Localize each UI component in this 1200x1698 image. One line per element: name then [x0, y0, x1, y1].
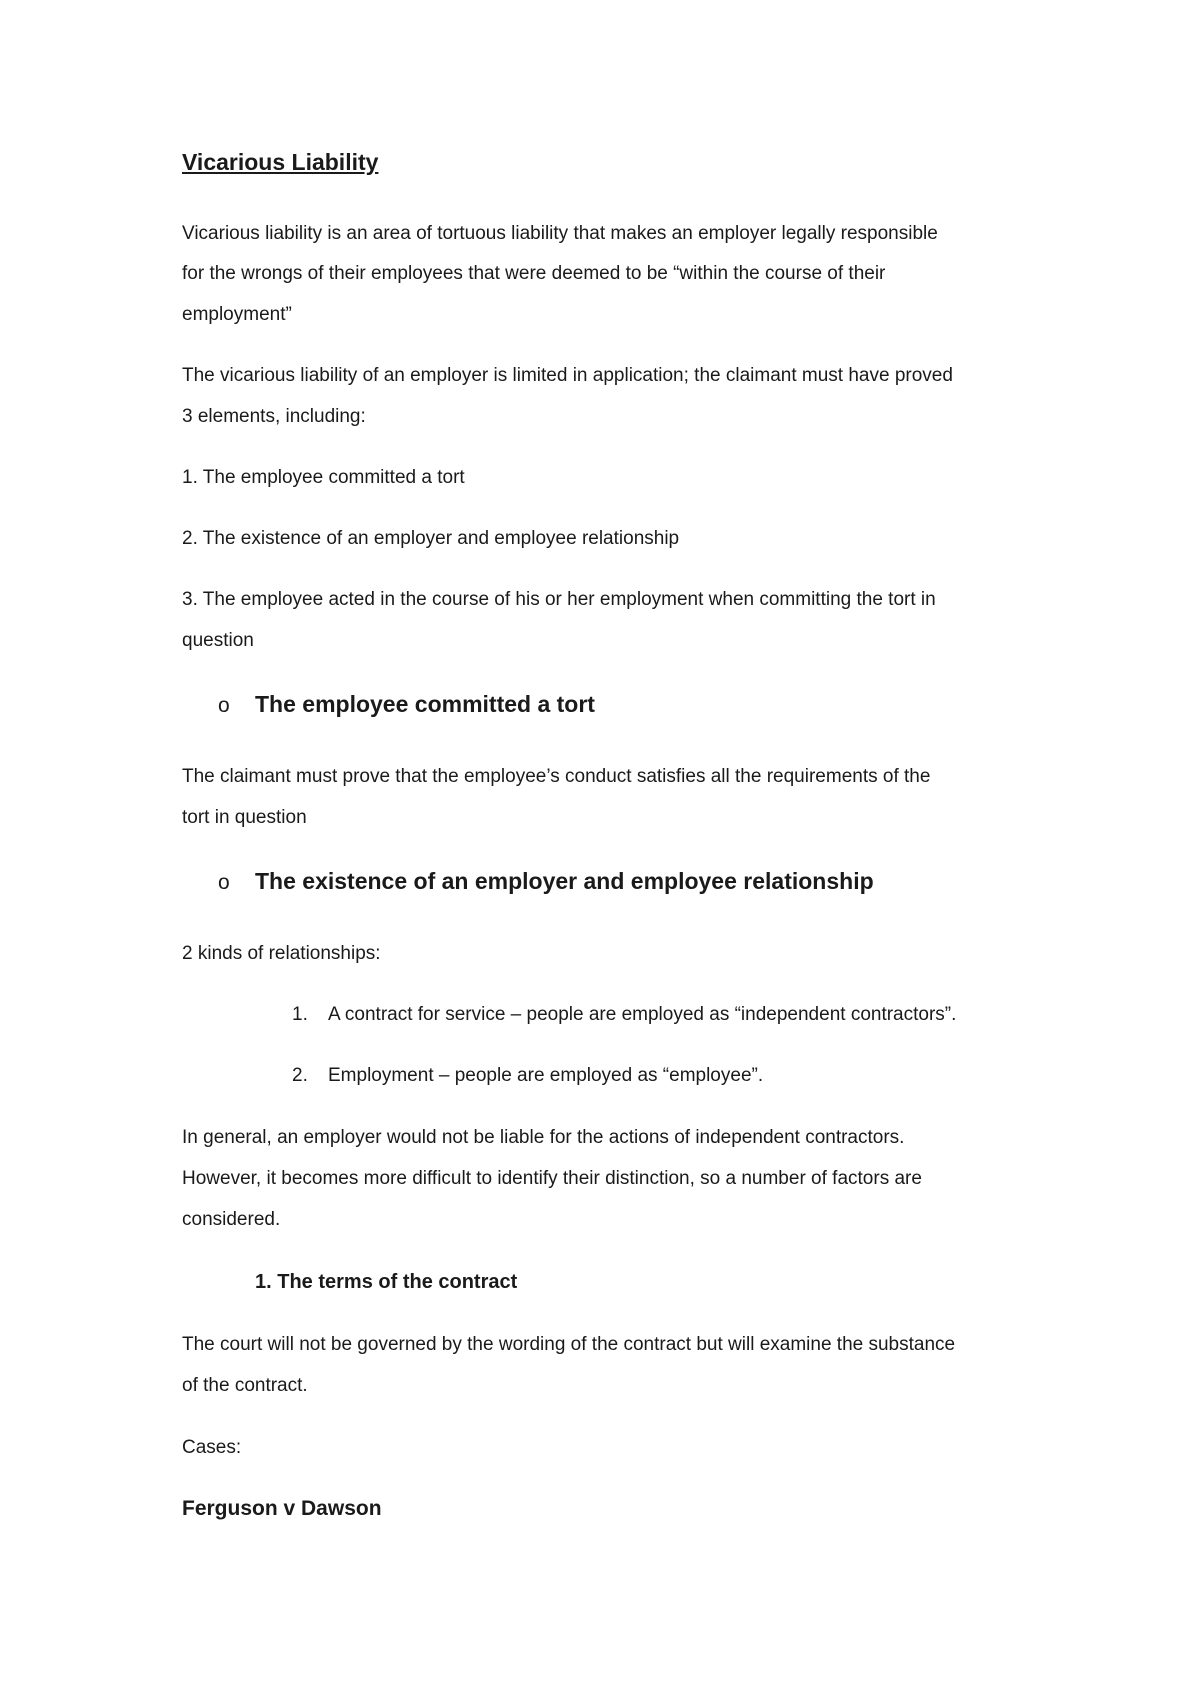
general-line-1: In general, an employer would not be liable for the actions of independent contractors.	[182, 1127, 905, 1148]
intro-p1-line-2: for the wrongs of their employees that were deemed to be “within the course of their	[182, 263, 886, 284]
intro-p1-line-3: employment”	[182, 304, 292, 325]
section-heading-relationship: The existence of an employer and employee relationship	[255, 868, 874, 894]
factor-heading-terms: 1. The terms of the contract	[255, 1271, 518, 1293]
kinds-intro: 2 kinds of relationships:	[182, 943, 381, 964]
section1-line-1: The claimant must prove that the employee’s conduct satisfies all the requirements of the	[182, 766, 931, 787]
element-3: 3. The employee acted in the course of his or her employment when committing the tort in	[182, 589, 936, 610]
intro-p2-line-1: The vicarious liability of an employer is limited in application; the claimant must have proved	[182, 365, 953, 386]
factor1-line-1: The court will not be governed by the wording of the contract but will examine the substance	[182, 1334, 956, 1355]
element-1: 1. The employee committed a tort	[182, 467, 465, 488]
case-title: Ferguson v Dawson	[182, 1497, 382, 1520]
cases-label: Cases:	[182, 1437, 242, 1458]
bullet-circle: o	[218, 694, 230, 717]
general-line-2: However, it becomes more difficult to identify their distinction, so a number of factors are	[182, 1168, 922, 1189]
factor1-line-2: of the contract.	[182, 1375, 308, 1396]
kind-2-text: Employment – people are employed as “employee”.	[328, 1065, 764, 1086]
element-3-cont: question	[182, 630, 254, 651]
intro-p1-line-1: Vicarious liability is an area of tortuous liability that makes an employer legally responsible	[182, 223, 938, 244]
section1-line-2: tort in question	[182, 807, 307, 828]
intro-p2-line-2: 3 elements, including:	[182, 406, 366, 427]
kind-1-text: A contract for service – people are employed as “independent contractors”.	[328, 1004, 957, 1025]
general-line-3: considered.	[182, 1209, 281, 1230]
kind-1-number: 1.	[292, 1004, 308, 1025]
section-heading-tort: The employee committed a tort	[255, 691, 595, 717]
bullet-circle: o	[218, 871, 230, 894]
kind-2-number: 2.	[292, 1065, 308, 1086]
element-2: 2. The existence of an employer and employee relationship	[182, 528, 680, 549]
document-title: Vicarious Liability	[182, 149, 379, 175]
